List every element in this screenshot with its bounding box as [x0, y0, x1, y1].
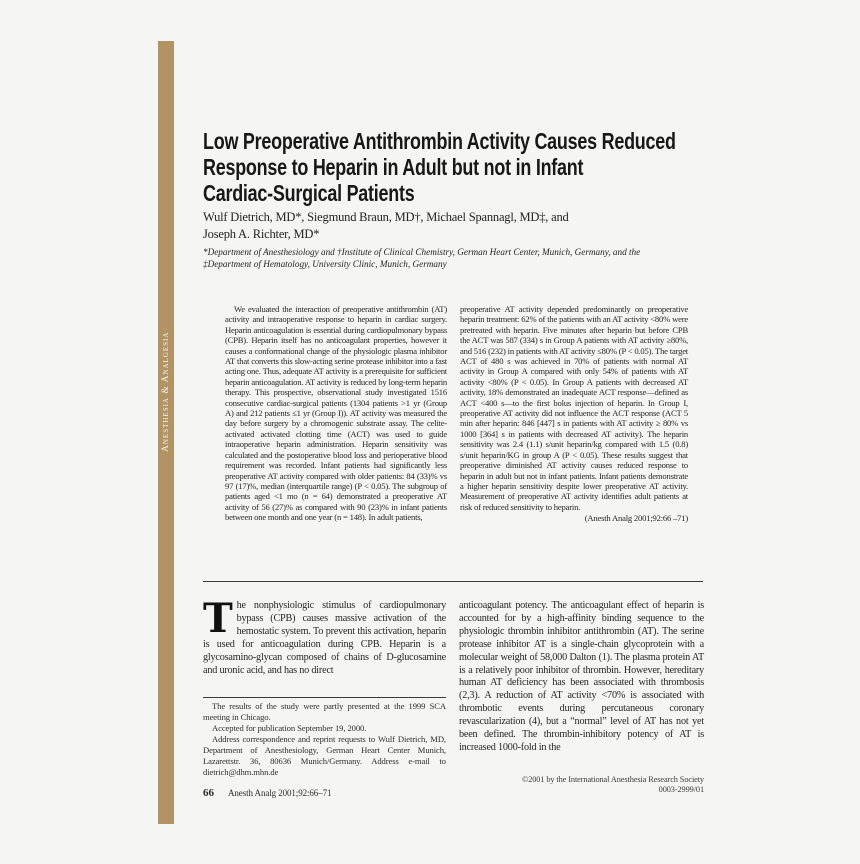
affiliation-line-1: *Department of Anesthesiology and †Institute of Clinical Chemistry, German Heart Center, Munich, Germany, and the [203, 247, 641, 257]
body-paragraph-left [203, 595, 446, 677]
abstract-column-right [460, 304, 688, 524]
abstract-text-left: We evaluated the interaction of preoperative antithrombin (AT) activity and intraoperative response to heparin in cardiac surgery. Heparin anticoagulation is essential during cardiopulmonary bypass (CPB). Heparin itself has no anticoagulant properties, however it causes a conformational change of the physiologic plasma inhibitor AT that converts this slow-acting serine protease inhibitor into a fast acting one. Thus, adequate AT activity is a prerequisite for sufficient heparin anticoagulation. AT activity is reduced by long-term heparin therapy. This prospective, observational study investigated 1516 consecutive cardiac-surgical patients (1304 patients >1 yr (Group A) and 212 patients ≤1 yr (Group I)). AT activity was measured the day before surgery by a chromogenic substrate assay. The celite-activated activated clotting time (ACT) was used to guide intraoperative heparin administration. Heparin sensitivity was calculated and the postoperative blood loss and perioperative blood requirement was recorded. Infant patients had significantly less preoperative AT activity compared with older patients: 84 (33)% vs 97 (17)%, median (interquartile range) (P < 0.05). The subgroup of patients aged <1 mo (n = 64) demonstrated a preoperative AT activity of 56 (27)% as compared with 90 (23)% in infant patients between one month and one year (n = 148). In adult patients, [225, 304, 447, 523]
article-title-line-3: Cardiac-Surgical Patients [203, 180, 415, 206]
footer-copyright: ©2001 by the International Anesthesia Research Society [521, 775, 704, 784]
author-byline-line-2: Joseph A. Richter, MD* [203, 227, 320, 241]
article-title-line-1: Low Preoperative Antithrombin Activity Causes Reduced [203, 128, 676, 154]
body-column-right [459, 600, 704, 755]
article-title [203, 128, 676, 206]
footer-page-number: 66 [203, 787, 214, 799]
author-byline [203, 209, 569, 243]
abstract-citation: (Anesth Analg 2001;92:66 –71) [584, 513, 688, 524]
footnotes-block [203, 701, 446, 778]
footnote-presentation: The results of the study were partly presented at the 1999 SCA meeting in Chicago. [203, 701, 446, 722]
footnote-accepted: Accepted for publication September 19, 2000. [212, 723, 367, 733]
body-text-left: he nonphysiologic stimulus of cardiopulmonary bypass (CPB) causes massive activation of the hemostatic system. To prevent this activation, heparin is used for anticoagulation during CPB. Heparin is a glycosamino-glycan composed of chains of D-glucosamine and uronic acid, and has no direct [203, 600, 446, 676]
author-byline-line-1: Wulf Dietrich, MD*, Siegmund Braun, MD†, Michael Spannagl, MD‡, and [203, 210, 569, 224]
abstract-divider-rule [203, 581, 703, 582]
journal-spine-label: Anesthesia & Analgesia [161, 331, 171, 453]
footnote-divider-rule [203, 697, 446, 698]
abstract-text-right: preoperative AT activity depended predominantly on preoperative heparin treatment: 62% of the patients with an AT activity <80% were pretreated with heparin. Five minutes after heparin but before CPB the ACT was 587 (334) s in Group A patients with AT activity ≥80%, and 516 (232) in patients with AT activity ≤80% (P < 0.05). The target ACT of 480 s was achieved in 70% of patients with normal AT activity in Group A compared with only 54% of patients with AT activity <80% (P < 0.05). In Group A patients with decreased AT activity, 18% demonstrated an inadequate ACT response—defined as ACT <400 s—to the first bolus injection of heparin. In Group I, preoperative AT activity did not influence the ACT response (ACT 5 min after heparin: 846 [447] s in patients with AT activity ≥ 80% vs 1000 [364] s in patients with decreased AT activity). The heparin sensitivity was 2.4 (1.1) s/unit heparin/kg compared with 1.5 (0.8) s/unit heparin/KG in group A (P < 0.05). These results suggest that preoperative diminished AT activity causes reduced response to heparin in adult but not in infant patients. Infant patients demonstrate a higher heparin sensitivity despite lower preoperative AT activity. Measurement of preoperative AT activity identifies adult patients at risk of reduced sensitivity to heparin. [460, 304, 688, 512]
abstract-column-left [225, 304, 447, 523]
author-affiliations [203, 247, 640, 270]
footnote-correspondence: Address correspondence and reprint requests to Wulf Dietrich, MD, Department of Anesthesiology, German Heart Center Munich, Lazarettstr. 36, 80636 Munich/Germany. Address e-mail to dietrich@dhm.mhn.de [203, 734, 446, 777]
body-column-left [203, 595, 446, 677]
footer-right [459, 775, 704, 795]
dropcap-letter: T [203, 595, 233, 642]
affiliation-line-2: ‡Department of Hematology, University Clinic, Munich, Germany [203, 258, 447, 269]
article-title-line-2: Response to Heparin in Adult but not in Infant [203, 154, 584, 180]
footer-issn: 0003-2999/01 [658, 784, 704, 794]
body-text-right: anticoagulant potency. The anticoagulant effect of heparin is accounted for by a high-affinity binding sequence to the physiologic thrombin inhibitor antithrombin (AT). The serine protease inhibitor AT is a single-chain glycoprotein with a molecular weight of 58,000 Dalton (1). The plasma protein AT is a relatively poor inhibitor of thrombin. However, hereditary human AT deficiency has been associated with thrombosis (2,3). A reduction of AT activity <70% is associated with thrombotic events during percutaneous coronary revascularization (4), but a “normal” level of AT has not yet been defined. The thrombin-inhibitory potency of AT is increased 1000-fold in the [459, 600, 704, 753]
footer-journal-ref: Anesth Analg 2001;92:66–71 [228, 788, 332, 798]
footer-left [203, 783, 331, 801]
